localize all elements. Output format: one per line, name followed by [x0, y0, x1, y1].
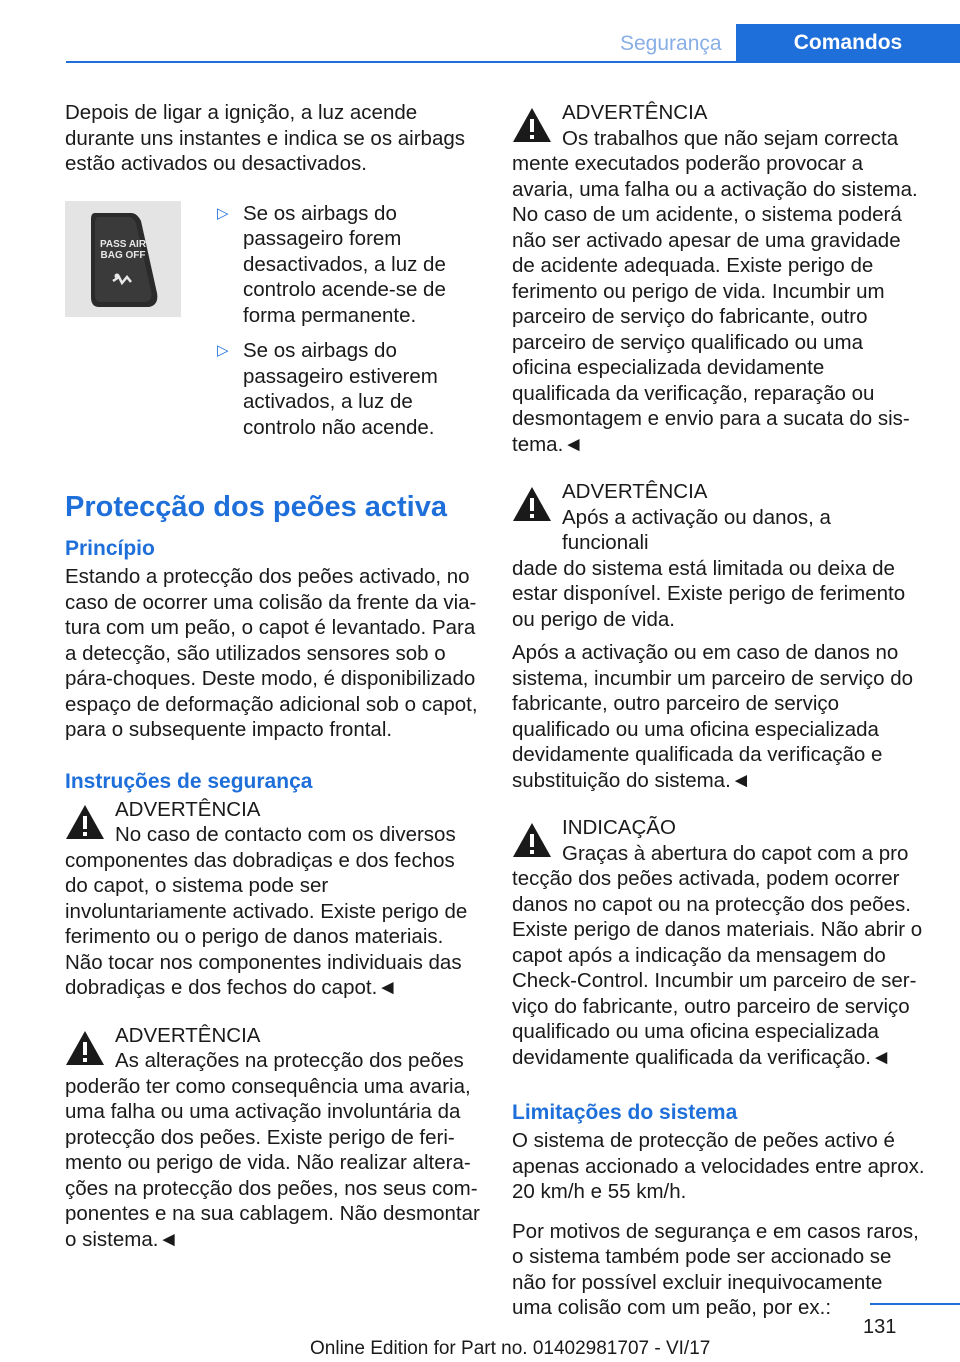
warning-block	[65, 1023, 480, 1253]
warning-triangle-icon	[65, 1030, 105, 1066]
triangle-bullet-icon: ▷	[217, 342, 229, 359]
bullet-text: Se os airbags do passageiro estiverem activados, a luz de controlo não acende.	[243, 339, 438, 439]
warning-text-first: No caso de contacto com os diversos	[115, 823, 456, 846]
list-item	[217, 201, 480, 329]
notice-text: tecção dos peões activada, podem ocorrer danos no capot ou na protecção dos peões. Existe perigo de danos materiais. Não abrir o capot após a indicação da mensagem do Check-Control. Incumbir um parceiro de serviço do fabricante, outro parceiro de serviço qualificado ou uma oficina especializada devidamente qualificada da verificação.◄	[512, 867, 923, 1069]
warning-title: ADVERTÊNCIA	[115, 1023, 261, 1047]
limits-paragraph-2: Por motivos de segurança e em casos raros, o sistema também pode ser accionado se não for possível excluir inequivocamente uma colisão com um peão, por ex.:	[512, 1219, 919, 1319]
airbag-bullet-list	[217, 201, 480, 451]
warning-title: ADVERTÊNCIA	[562, 101, 708, 124]
bullet-text: Se os airbags do passageiro forem desactivados, a luz de controlo acende-se de forma permanente.	[243, 201, 446, 327]
subheading-limits: Limitações do sistema	[512, 1101, 738, 1124]
subheading-principle: Princípio	[65, 537, 155, 560]
warning-triangle-icon	[512, 822, 552, 858]
warning-extra-paragraph: Após a activação ou em caso de danos no sistema, incumbir um parceiro de serviço do fabricante, outro parceiro de serviço qualificado ou uma oficina especializada devidamente qualificada da verificação e substituição do sistema.◄	[512, 641, 914, 792]
warning-text-first: Os trabalhos que não sejam correcta	[562, 126, 899, 150]
notice-text-first: Graças à abertura do capot com a pro	[562, 841, 909, 865]
subheading-safety: Instruções de segurança	[65, 769, 313, 793]
header-section-label[interactable]: Segurança	[620, 32, 722, 55]
warning-title: ADVERTÊNCIA	[562, 480, 708, 503]
section-heading: Protecção dos peões activa	[65, 491, 447, 523]
page-header	[66, 24, 960, 62]
warning-text: dade do sistema está limitada ou deixa de estar disponível. Existe perigo de ferimento ou perigo de vida.	[512, 556, 906, 631]
right-column	[512, 100, 927, 1335]
notice-block	[512, 815, 927, 1070]
warning-text: poderão ter como consequência uma avaria, uma falha ou uma activação involuntária da protecção dos peões. Existe perigo de ferimento ou perigo de vida. Não realizar alterações na protecção dos peões, nos seus componentes e na sua cablagem. Não desmontar o sistema.◄	[65, 1074, 480, 1251]
warning-triangle-icon	[65, 804, 105, 840]
edition-footer: Online Edition for Part no. 01402981707 - VI/17	[310, 1338, 711, 1359]
warning-block	[512, 100, 927, 457]
footer-rule	[870, 1303, 960, 1305]
left-column	[65, 100, 480, 1274]
header-chapter-tab[interactable]: Comandos	[736, 24, 960, 62]
page-number: 131	[863, 1316, 897, 1338]
list-item	[217, 338, 480, 440]
triangle-bullet-icon: ▷	[217, 204, 229, 222]
warning-text: mente executados poderão provocar a avaria, uma falha ou a activação do sistema. No caso de um acidente, o sistema poderá não ser activado apesar de uma gravidade de acidente adequada. Existe perigo de ferimento ou perigo de vida. Incumbir um parceiro de serviço do fabricante, outro parceiro de serviço qualificado ou uma oficina especializada devidamente qualificada da verificação, reparação ou desmontagem e envio para a sucata do sistema.◄	[512, 152, 918, 456]
airbag-indicator-block	[65, 201, 480, 451]
airbag-image-label: PASS AIR BAG OFF	[99, 238, 147, 261]
warning-text-first: As alterações na protecção dos peões	[115, 1049, 464, 1072]
warning-triangle-icon	[512, 107, 552, 143]
limits-paragraph-1: O sistema de protecção de peões activo é apenas accionado a velocidades entre aprox. 20 km/h e 55 km/h.	[512, 1129, 925, 1203]
intro-paragraph: Depois de ligar a ignição, a luz acende durante uns instantes e indica se os airbags estão activados ou desactivados.	[65, 101, 466, 175]
warning-text-first: Após a activação ou danos, a funcionali	[562, 505, 831, 554]
warning-title: ADVERTÊNCIA	[115, 797, 261, 821]
warning-text: componentes das dobradiças e dos fechos do capot, o sistema pode ser involuntariamente activado. Existe perigo de ferimento ou o perigo de danos materiais. Não tocar nos componentes individuais das dobradiças e dos fechos do capot.◄	[65, 848, 468, 999]
notice-title: INDICAÇÃO	[562, 816, 676, 839]
warning-triangle-icon	[512, 486, 552, 522]
warning-block	[65, 797, 480, 1001]
warning-block	[512, 479, 927, 793]
principle-paragraph: Estando a protecção dos peões activado, no caso de ocorrer uma colisão da frente da viatura com um peão, o capot é levantado. Para a detecção, são utilizados sensores sob o pára-choques. Deste modo, é disponibilizado espaço de deformação adicional sob o capot, para o subsequente impacto frontal.	[65, 565, 478, 741]
airbag-off-indicator-image	[65, 201, 181, 317]
